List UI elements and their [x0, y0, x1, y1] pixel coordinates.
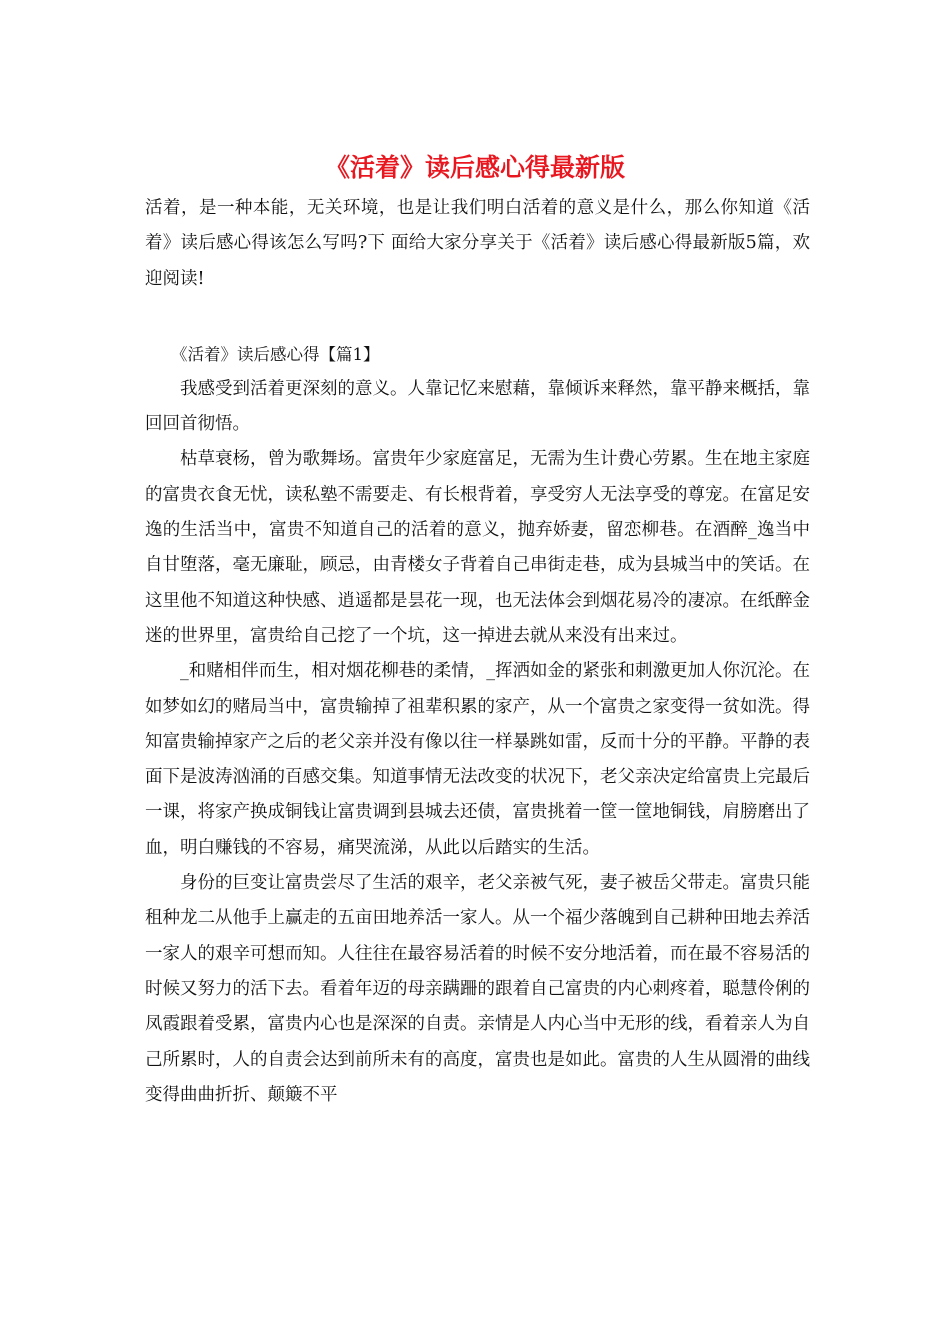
intro-paragraph: 活着，是一种本能，无关环境，也是让我们明白活着的意义是什么，那么你知道《活着》读后感心得该怎么写吗?下 面给大家分享关于《活着》读后感心得最新版5篇，欢迎阅读! — [145, 198, 810, 289]
document-title: 《活着》读后感心得最新版 — [324, 153, 625, 182]
body-paragraph-4: 身份的巨变让富贵尝尽了生活的艰辛，老父亲被气死，妻子被岳父带走。富贵只能租种龙二从他手上赢走的五亩田地养活一家人。从一个福少落魄到自己耕种田地去养活一家人的艰辛可想而知。人往往在最容易活着的时候不安分地活着，而在最不容易活的时候又努力的活下去。看着年迈的母亲蹒跚的跟着自己富贵的内心刺疼着，聪慧伶俐的凤霞跟着受累，富贵内心也是深深的自责。亲情是人内心当中无形的线，看着亲人为自己所累时，人的自责会达到前所未有的高度，富贵也是如此。富贵的人生从圆滑的曲线变得曲曲折折、颠簸不平 — [145, 873, 810, 1105]
document-body — [145, 191, 810, 1113]
body-paragraph-1: 我感受到活着更深刻的意义。人靠记忆来慰藉，靠倾诉来释然，靠平静来概括，靠回回首彻悟。 — [145, 378, 810, 435]
section-heading: 《活着》读后感心得【篇1】 — [171, 344, 380, 364]
body-paragraph-3: _和赌相伴而生，相对烟花柳巷的柔情，_挥洒如金的紧张和刺激更加人你沉沦。在如梦如幻的赌局当中，富贵输掉了祖辈积累的家产，从一个富贵之家变得一贫如洗。得知富贵输掉家产之后的老父亲并没有像以往一样暴跳如雷，反而十分的平静。平静的表面下是波涛汹涌的百感交集。知道事情无法改变的状况下，老父亲决定给富贵上完最后一课，将家产换成铜钱让富贵调到县城去还债，富贵挑着一筐一筐地铜钱，肩膀磨出了血，明白赚钱的不容易，痛哭流涕，从此以后踏实的生活。 — [145, 661, 810, 858]
body-paragraph-2: 枯草衰杨，曾为歌舞场。富贵年少家庭富足，无需为生计费心劳累。生在地主家庭的富贵衣食无忧，读私塾不需要走、有长根背着，享受穷人无法享受的尊宠。在富足安逸的生活当中，富贵不知道自己的活着的意义，抛弃娇妻，留恋柳巷。在酒醉_逸当中自甘堕落，毫无廉耻，顾忌，由青楼女子背着自己串街走巷，成为县城当中的笑话。在这里他不知道这种快感、逍遥都是昙花一现，也无法体会到烟花易冷的凄凉。在纸醉金迷的世界里，富贵给自己挖了一个坑，这一掉进去就从来没有出来过。 — [145, 449, 810, 646]
